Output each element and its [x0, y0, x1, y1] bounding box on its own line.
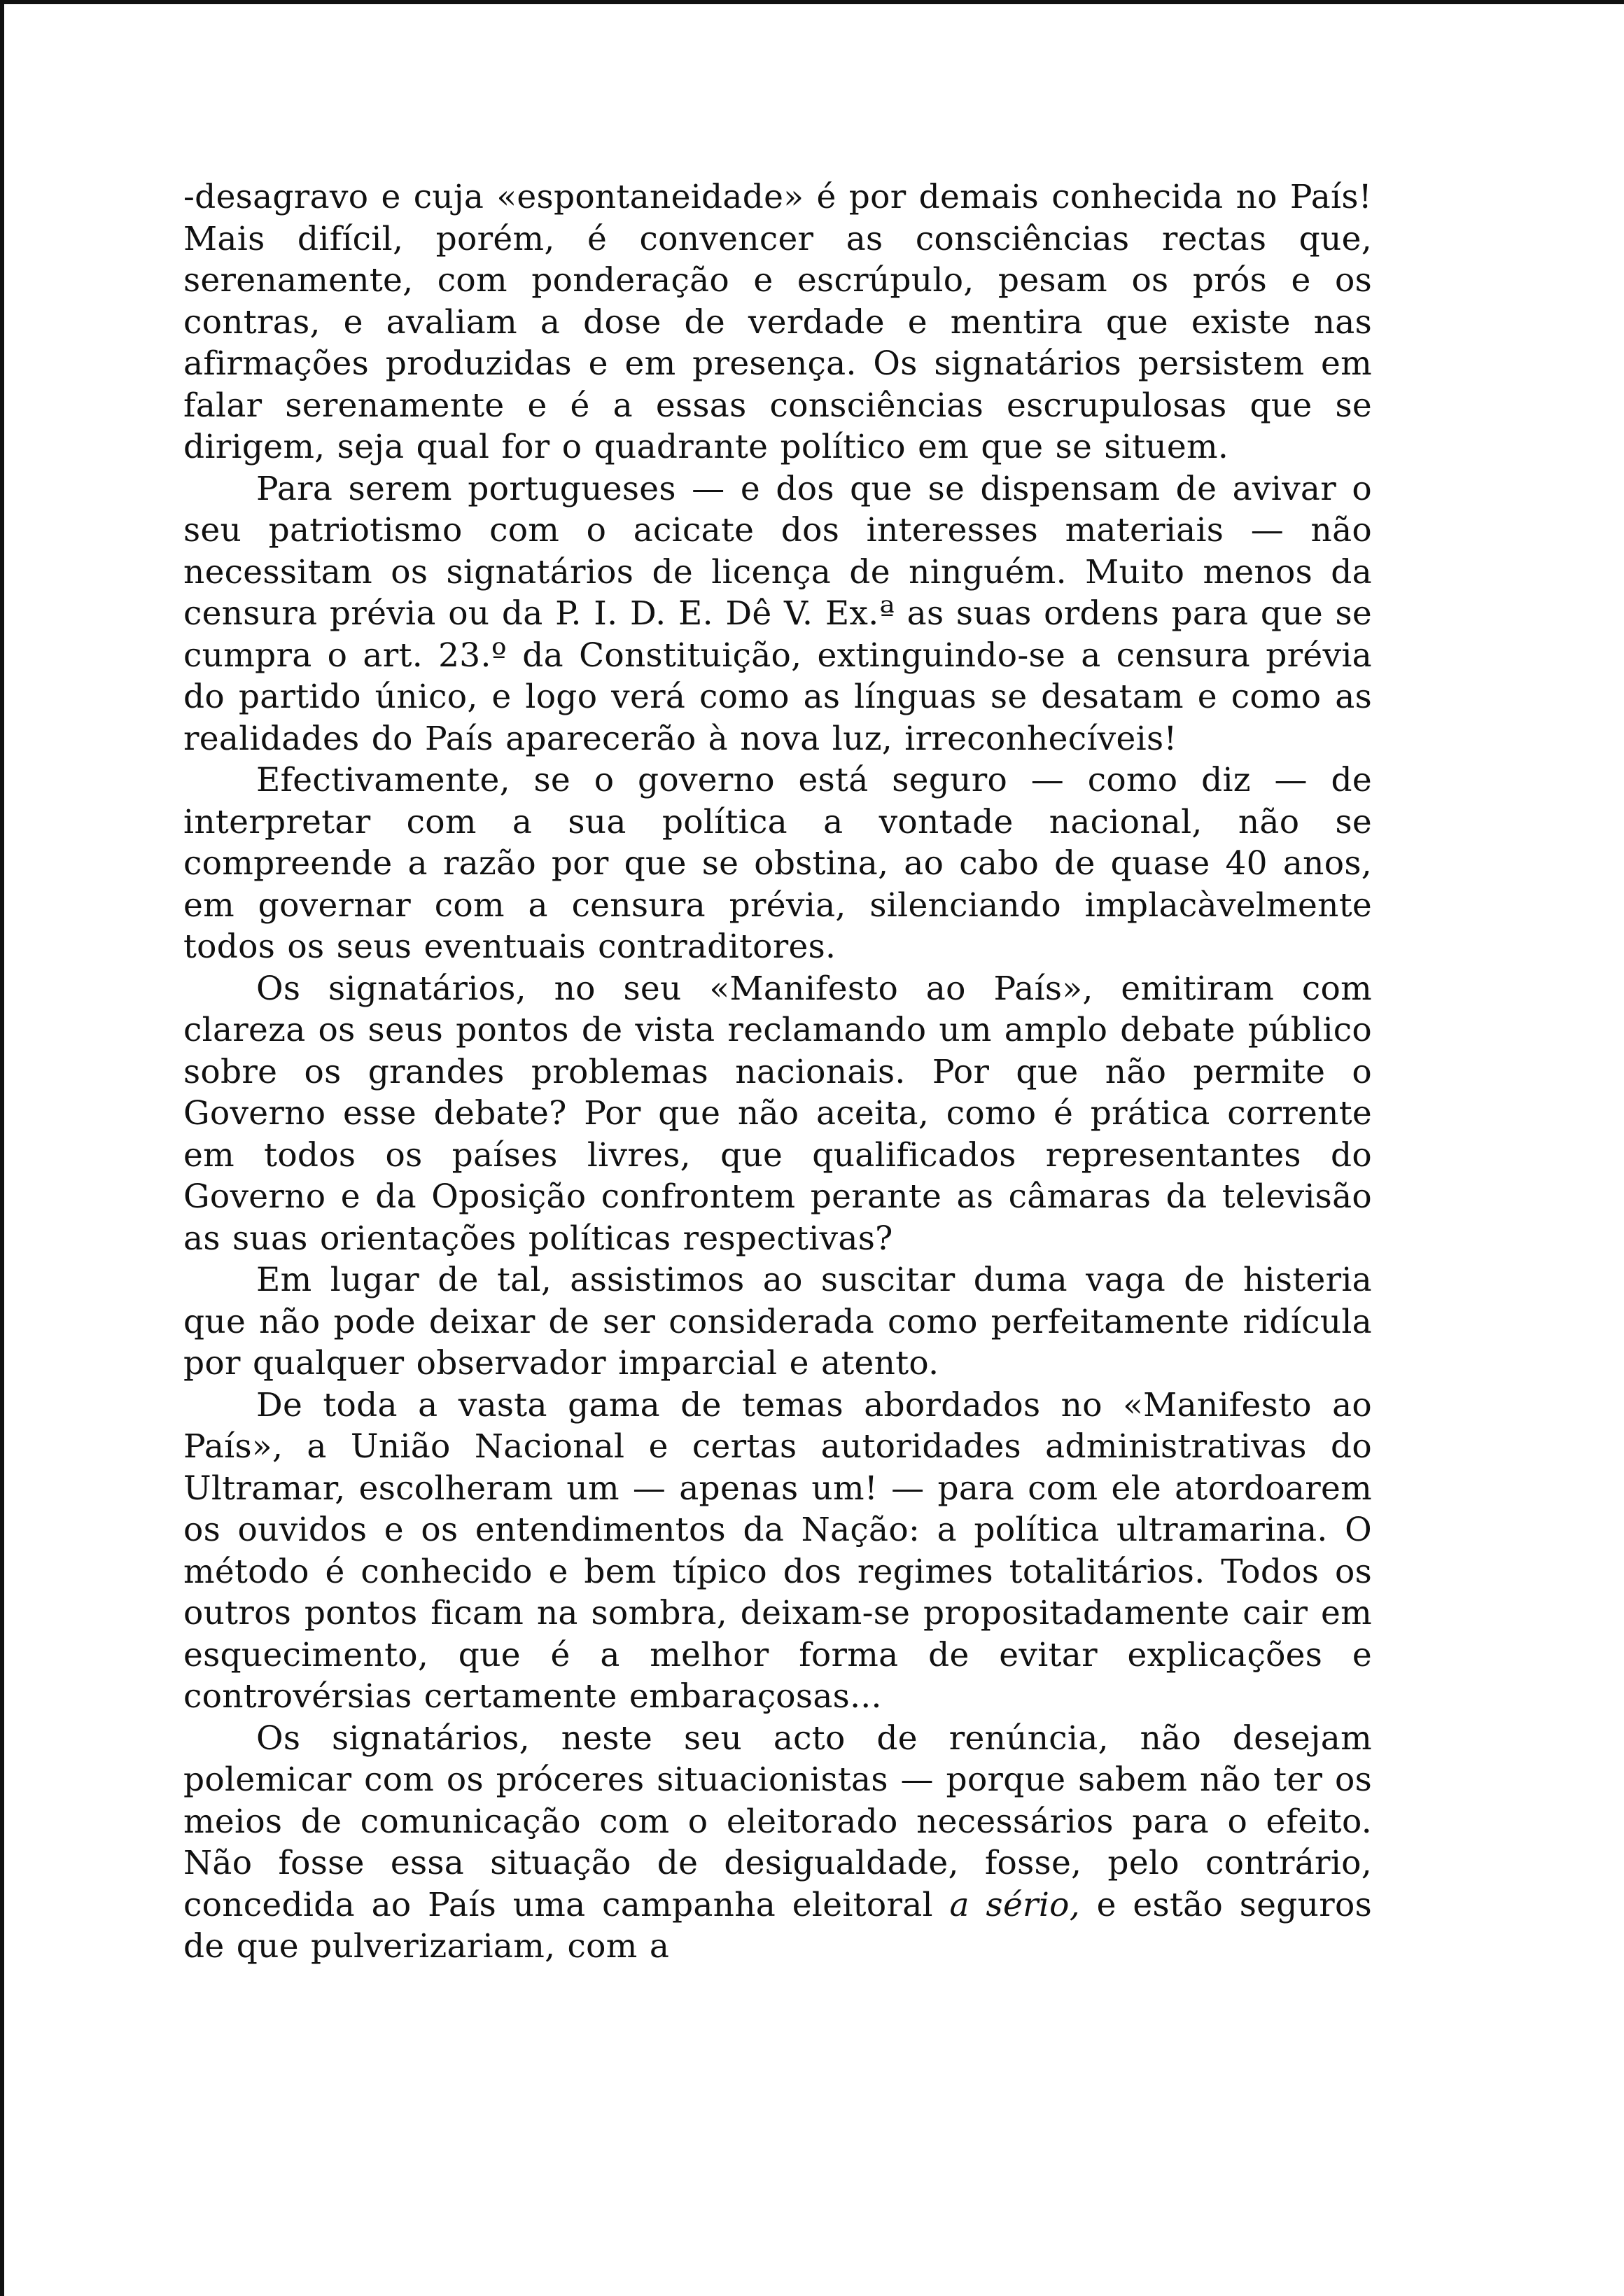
- paragraph-7-italic-phrase: a sério,: [949, 1885, 1080, 1924]
- scan-border-top: [0, 0, 1624, 4]
- paragraph-4-text: Os signatários, no seu «Manifesto ao País», emitiram com clareza os seus pontos de vista reclamando um amplo debate público sobre os grandes problemas nacionais. Por que não permite o Governo esse debate? Por que não aceita, como é prática corrente em todos os países livres, que qualificados representantes do Governo e da Oposição confrontem perante as câmaras da televisão as suas orientações políticas respectivas?: [183, 969, 1372, 1258]
- paragraph-7: [183, 1718, 1372, 1968]
- scan-border-left: [0, 0, 4, 2296]
- paragraph-5: [183, 1259, 1372, 1385]
- paragraph-1: [183, 176, 1372, 468]
- paragraph-2: [183, 468, 1372, 760]
- paragraph-1-text: -desagravo e cuja «espontaneidade» é por demais conhecida no País! Mais difícil, porém, é convencer as consciências rectas que, serenamente, com ponderação e escrúpulo, pesam os prós e os contras, e avaliam a dose de verdade e mentira que existe nas afirmações produzidas e em presença. Os signatários persistem em falar serenamente e é a essas consciências escrupulosas que se dirigem, seja qual for o quadrante político em que se situem.: [183, 178, 1372, 466]
- paragraph-3-text: Efectivamente, se o governo está seguro — como diz — de interpretar com a sua política a vontade nacional, não se compreende a razão por que se obstina, ao cabo de quase 40 anos, em governar com a censura prévia, silenciando implacàvelmente todos os seus eventuais contraditores.: [183, 761, 1372, 966]
- document-page: [183, 176, 1372, 1968]
- paragraph-6-text: De toda a vasta gama de temas abordados no «Manifesto ao País», a União Nacional e certas autoridades administrativas do Ultramar, escolheram um — apenas um! — para com ele atordoarem os ouvidos e os entendimentos da Nação: a política ultramarina. O método é conhecido e bem típico dos regimes totalitários. Todos os outros pontos ficam na sombra, deixam-se propositadamente cair em esquecimento, que é a melhor forma de evitar explicações e controvérsias certamente embaraçosas...: [183, 1385, 1372, 1716]
- paragraph-7-text-after: e estão seguros de que pulverizariam, com a: [183, 1885, 1373, 1966]
- paragraph-4: [183, 968, 1372, 1260]
- paragraph-3: [183, 760, 1372, 968]
- paragraph-2-text: Para serem portugueses — e dos que se dispensam de avivar o seu patriotismo com o acicate dos interesses materiais — não necessitam os signatários de licença de ninguém. Muito menos da censura prévia ou da P. I. D. E. Dê V. Ex.ª as suas ordens para que se cumpra o art. 23.º da Constituição, extinguindo-se a censura prévia do partido único, e logo verá como as línguas se desatam e como as realidades do País aparecerão à nova luz, irreconhecíveis!: [183, 469, 1372, 758]
- paragraph-6: [183, 1385, 1372, 1718]
- paragraph-5-text: Em lugar de tal, assistimos ao suscitar duma vaga de histeria que não pode deixar de ser considerada como perfeitamente ridícula por qualquer observador imparcial e atento.: [183, 1261, 1372, 1382]
- paragraph-7-text-before: Os signatários, neste seu acto de renúncia, não desejam polemicar com os próceres situacionistas — porque sabem não ter os meios de comunicação com o eleitorado necessários para o efeito. Não fosse essa situação de desigualdade, fosse, pelo contrário, concedida ao País uma campanha eleitoral: [183, 1718, 1372, 1924]
